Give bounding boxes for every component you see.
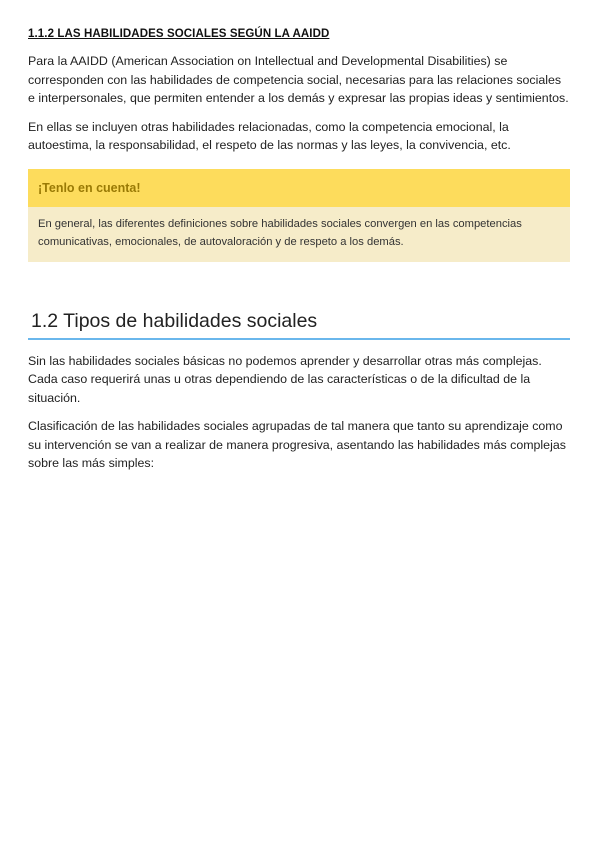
- callout-header: ¡Tenlo en cuenta!: [28, 169, 570, 207]
- subsection-title: 1.1.2 LAS HABILIDADES SOCIALES SEGÚN LA AAIDD: [28, 28, 330, 40]
- classification-paragraph: Clasificación de las habilidades sociales agrupadas de tal manera que tanto su aprendizaje como su intervención se van a realizar de manera progresiva, asentando las habilidades más complejas sobre las más simples:: [28, 419, 566, 470]
- aaidd-definition-paragraph: Para la AAIDD (American Association on Intellectual and Developmental Disabilities) se corresponden con las habilidades de competencia social, necesarias para las relaciones sociales e interpersonales, que permiten entender a los demás y expresar las propias ideas y sentimientos.: [28, 54, 569, 105]
- document-page: [28, 28, 570, 483]
- basic-skills-paragraph: Sin las habilidades sociales básicas no podemos aprender y desarrollar otras más complejas. Cada caso requerirá unas u otras dependiendo de las características o de la dificultad de la situación.: [28, 353, 542, 405]
- section-heading-block: [28, 308, 570, 340]
- note-callout: [28, 169, 570, 262]
- section-heading: 1.2 Tipos de habilidades sociales: [31, 309, 318, 332]
- related-skills-paragraph: En ellas se incluyen otras habilidades relacionadas, como la competencia emocional, la autoestima, la responsabilidad, el respeto de las normas y las leyes, la convivencia, etc.: [28, 119, 511, 152]
- callout-body: En general, las diferentes definiciones sobre habilidades sociales convergen en las competencias comunicativas, emocionales, de autovaloración y de respeto a los demás.: [28, 207, 570, 262]
